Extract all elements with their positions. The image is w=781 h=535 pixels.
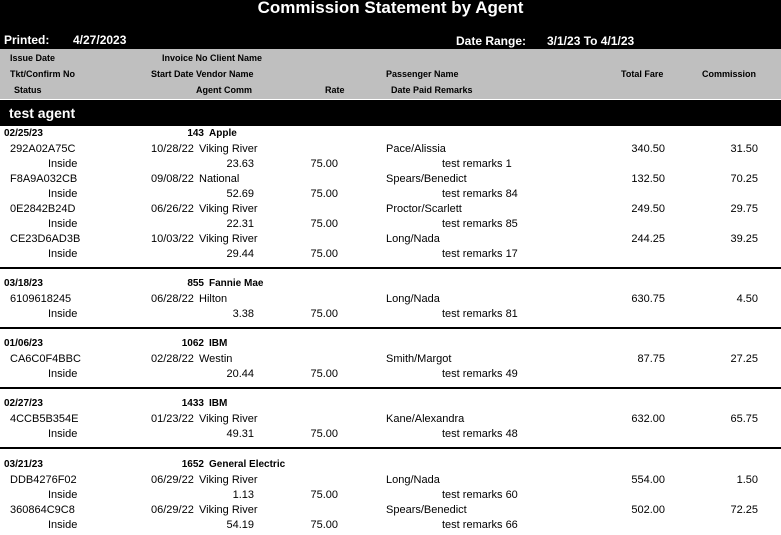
start-date: 06/26/22 <box>151 203 194 215</box>
agent-comm: 1.13 <box>232 489 254 501</box>
status: Inside <box>48 308 78 320</box>
rate: 75.00 <box>310 308 338 320</box>
tkt-confirm-no: CE23D6AD3B <box>10 233 81 245</box>
rate: 75.00 <box>310 368 338 380</box>
col-total-fare: Total Fare <box>621 69 664 79</box>
commission-amount: 72.25 <box>730 504 758 516</box>
vendor-name: Viking River <box>199 413 258 425</box>
rate: 75.00 <box>310 428 338 440</box>
group-client-name: General Electric <box>209 459 286 470</box>
status: Inside <box>48 368 78 380</box>
agent-bar <box>0 100 781 126</box>
commission-amount: 39.25 <box>730 233 758 245</box>
total-fare: 630.75 <box>631 293 665 305</box>
rate: 75.00 <box>310 519 338 531</box>
total-fare: 554.00 <box>631 474 665 486</box>
remarks: test remarks 66 <box>442 519 518 531</box>
tkt-confirm-no: F8A9A032CB <box>10 173 78 185</box>
agent-name: test agent <box>9 105 76 121</box>
remarks: test remarks 1 <box>442 158 512 170</box>
commission-amount: 29.75 <box>730 203 758 215</box>
passenger-name: Long/Nada <box>386 293 440 305</box>
col-commission: Commission <box>702 69 757 79</box>
group-issue-date: 02/27/23 <box>4 398 43 409</box>
col-invoice-client: Invoice No Client Name <box>162 53 263 63</box>
total-fare: 502.00 <box>631 504 665 516</box>
printed-label: Printed: <box>4 33 50 47</box>
remarks: test remarks 49 <box>442 368 518 380</box>
vendor-name: Viking River <box>199 233 258 245</box>
remarks: test remarks 84 <box>442 188 518 200</box>
agent-comm: 20.44 <box>226 368 254 380</box>
total-fare: 132.50 <box>631 173 665 185</box>
col-issue-date: Issue Date <box>10 53 56 63</box>
agent-comm: 29.44 <box>226 248 254 260</box>
status: Inside <box>48 188 78 200</box>
status: Inside <box>48 489 78 501</box>
remarks: test remarks 85 <box>442 218 518 230</box>
rate: 75.00 <box>310 248 338 260</box>
remarks: test remarks 60 <box>442 489 518 501</box>
group-issue-date: 01/06/23 <box>4 338 43 349</box>
vendor-name: Viking River <box>199 143 258 155</box>
start-date: 09/08/22 <box>151 173 194 185</box>
col-status: Status <box>14 85 42 95</box>
status: Inside <box>48 248 78 260</box>
start-date: 10/28/22 <box>151 143 194 155</box>
group-invoice-no: 1652 <box>181 459 204 470</box>
status: Inside <box>48 428 78 440</box>
agent-comm: 54.19 <box>226 519 254 531</box>
printed-value: 4/27/2023 <box>73 33 127 47</box>
group-issue-date: 03/21/23 <box>4 459 43 470</box>
passenger-name: Smith/Margot <box>386 353 452 365</box>
report-title: Commission Statement by Agent <box>257 0 524 17</box>
start-date: 06/29/22 <box>151 474 194 486</box>
commission-amount: 4.50 <box>736 293 758 305</box>
date-range-value: 3/1/23 To 4/1/23 <box>547 34 635 48</box>
agent-comm: 22.31 <box>226 218 254 230</box>
vendor-name: Westin <box>199 353 233 365</box>
group-client-name: IBM <box>209 398 228 409</box>
total-fare: 87.75 <box>637 353 665 365</box>
col-agent-comm: Agent Comm <box>196 85 252 95</box>
tkt-confirm-no: 0E2842B24D <box>10 203 76 215</box>
total-fare: 340.50 <box>631 143 665 155</box>
commission-amount: 70.25 <box>730 173 758 185</box>
rate: 75.00 <box>310 489 338 501</box>
group-client-name: IBM <box>209 338 228 349</box>
commission-amount: 27.25 <box>730 353 758 365</box>
col-tkt-confirm: Tkt/Confirm No <box>10 69 75 79</box>
passenger-name: Pace/Alissia <box>386 143 446 155</box>
passenger-name: Spears/Benedict <box>386 173 467 185</box>
group-invoice-no: 855 <box>187 278 204 289</box>
col-rate: Rate <box>325 85 345 95</box>
start-date: 01/23/22 <box>151 413 194 425</box>
date-range-label: Date Range: <box>456 34 527 48</box>
passenger-name: Kane/Alexandra <box>386 413 465 425</box>
group-separator <box>0 387 781 389</box>
group-issue-date: 03/18/23 <box>4 278 43 289</box>
remarks: test remarks 17 <box>442 248 518 260</box>
group-client-name: Apple <box>209 128 237 139</box>
vendor-name: Viking River <box>199 474 258 486</box>
group-client-name: Fannie Mae <box>209 278 264 289</box>
col-passenger: Passenger Name <box>386 69 459 79</box>
tkt-confirm-no: DDB4276F02 <box>10 474 77 486</box>
vendor-name: Viking River <box>199 504 258 516</box>
tkt-confirm-no: 6109618245 <box>10 293 72 305</box>
tkt-confirm-no: 4CCB5B354E <box>10 413 79 425</box>
vendor-name: Hilton <box>199 293 228 305</box>
start-date: 06/29/22 <box>151 504 194 516</box>
col-start-vendor: Start Date Vendor Name <box>151 69 254 79</box>
group-separator <box>0 267 781 269</box>
rate: 75.00 <box>310 188 338 200</box>
group-separator <box>0 327 781 329</box>
tkt-confirm-no: 292A02A75C <box>10 143 76 155</box>
group-invoice-no: 1062 <box>181 338 204 349</box>
group-invoice-no: 143 <box>187 128 204 139</box>
agent-comm: 3.38 <box>232 308 254 320</box>
rate: 75.00 <box>310 218 338 230</box>
tkt-confirm-no: 360864C9C8 <box>10 504 75 516</box>
rate: 75.00 <box>310 158 338 170</box>
agent-comm: 23.63 <box>226 158 254 170</box>
passenger-name: Long/Nada <box>386 233 440 245</box>
group-issue-date: 02/25/23 <box>4 128 43 139</box>
column-header <box>0 49 781 99</box>
total-fare: 244.25 <box>631 233 665 245</box>
group-invoice-no: 1433 <box>181 398 204 409</box>
commission-amount: 65.75 <box>730 413 758 425</box>
passenger-name: Proctor/Scarlett <box>386 203 462 215</box>
col-date-paid-remarks: Date Paid Remarks <box>391 85 473 95</box>
vendor-name: National <box>199 173 240 185</box>
tkt-confirm-no: CA6C0F4BBC <box>10 353 81 365</box>
status: Inside <box>48 218 78 230</box>
start-date: 06/28/22 <box>151 293 194 305</box>
total-fare: 632.00 <box>631 413 665 425</box>
commission-amount: 31.50 <box>730 143 758 155</box>
passenger-name: Spears/Benedict <box>386 504 467 516</box>
status: Inside <box>48 519 78 531</box>
agent-comm: 52.69 <box>226 188 254 200</box>
start-date: 10/03/22 <box>151 233 194 245</box>
report-title-bar <box>0 0 781 49</box>
remarks: test remarks 48 <box>442 428 518 440</box>
passenger-name: Long/Nada <box>386 474 440 486</box>
commission-amount: 1.50 <box>736 474 758 486</box>
start-date: 02/28/22 <box>151 353 194 365</box>
remarks: test remarks 81 <box>442 308 518 320</box>
vendor-name: Viking River <box>199 203 258 215</box>
total-fare: 249.50 <box>631 203 665 215</box>
status: Inside <box>48 158 78 170</box>
group-separator <box>0 447 781 449</box>
agent-comm: 49.31 <box>226 428 254 440</box>
